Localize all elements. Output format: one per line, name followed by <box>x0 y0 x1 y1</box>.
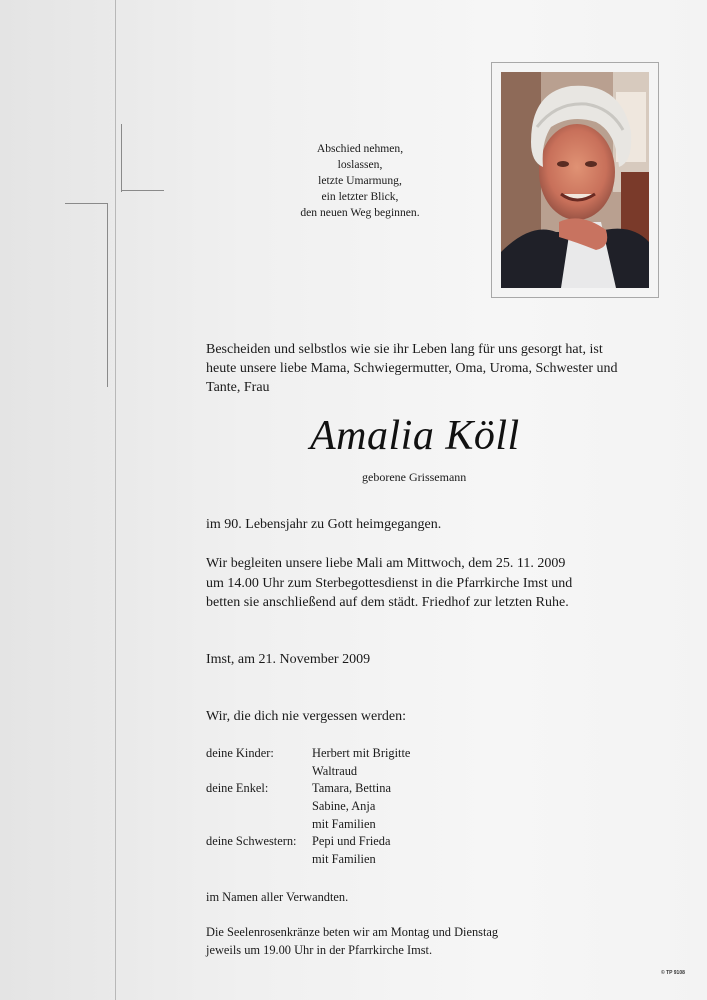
cross-horizontal-right <box>121 190 164 191</box>
funeral-paragraph <box>206 554 572 613</box>
cross-vertical-lower <box>107 203 108 387</box>
family-label: deine Schwestern: <box>206 834 297 849</box>
family-value: Pepi und Frieda <box>312 834 391 849</box>
deceased-name: Amalia Köll <box>310 413 520 459</box>
age-line <box>206 515 441 535</box>
poem-line: loslassen, <box>337 158 383 171</box>
poem-line: den neuen Weg beginnen. <box>300 206 420 219</box>
family-label: deine Enkel: <box>206 781 269 796</box>
cross-horizontal-left <box>65 203 108 204</box>
rosary-line: jeweils um 19.00 Uhr in der Pfarrkirche Imst. <box>206 943 433 957</box>
family-label: deine Kinder: <box>206 746 274 760</box>
funeral-line: um 14.00 Uhr zum Sterbegottesdienst in die Pfarrkirche Imst und <box>206 575 573 591</box>
family-value: Herbert mit Brigitte <box>312 746 411 760</box>
maiden-name: geborene Grissemann <box>362 470 467 484</box>
mourners-intro <box>206 707 406 727</box>
cross-vertical-upper <box>121 124 122 192</box>
age-text: im 90. Lebensjahr zu Gott heimgegangen. <box>206 517 442 532</box>
relatives-line <box>206 888 348 908</box>
rosary-paragraph <box>206 923 498 959</box>
intro-line: Bescheiden und selbstlos wie sie ihr Leben lang für uns gesorgt hat, ist <box>206 342 603 357</box>
family-value: Sabine, Anja <box>312 799 376 814</box>
funeral-line: betten sie anschließend auf dem städt. Friedhof zur letzten Ruhe. <box>206 595 569 610</box>
funeral-line: Wir begleiten unsere liebe Mali am Mittwoch, dem 25. 11. 2009 <box>206 556 566 571</box>
family-value: Waltraud <box>312 763 358 778</box>
intro-paragraph <box>206 340 656 397</box>
intro-line: Tante, Frau <box>206 380 270 395</box>
poem-line: Abschied nehmen, <box>316 142 404 155</box>
intro-line: heute unsere liebe Mama, Schwiegermutter, Oma, Uroma, Schwester und <box>206 361 618 376</box>
portrait-frame <box>491 62 659 298</box>
rosary-line: Die Seelenrosenkränze beten wir am Montag und Dienstag <box>206 925 499 939</box>
place-date <box>206 650 370 670</box>
relatives-text: im Namen aller Verwandten. <box>206 890 349 904</box>
family-value: mit Familien <box>312 852 376 867</box>
poem <box>250 141 470 221</box>
place-date-text: Imst, am 21. November 2009 <box>206 652 371 667</box>
family-value: Tamara, Bettina <box>312 781 391 796</box>
mourners-intro-text: Wir, die dich nie vergessen werden: <box>206 709 406 724</box>
portrait-photo <box>501 72 649 288</box>
left-border-line <box>115 0 116 1000</box>
poem-line: letzte Umarmung, <box>318 174 402 187</box>
print-credit: © TP 9108 <box>661 970 685 976</box>
family-value: mit Familien <box>312 816 376 831</box>
poem-line: ein letzter Blick, <box>321 190 399 203</box>
